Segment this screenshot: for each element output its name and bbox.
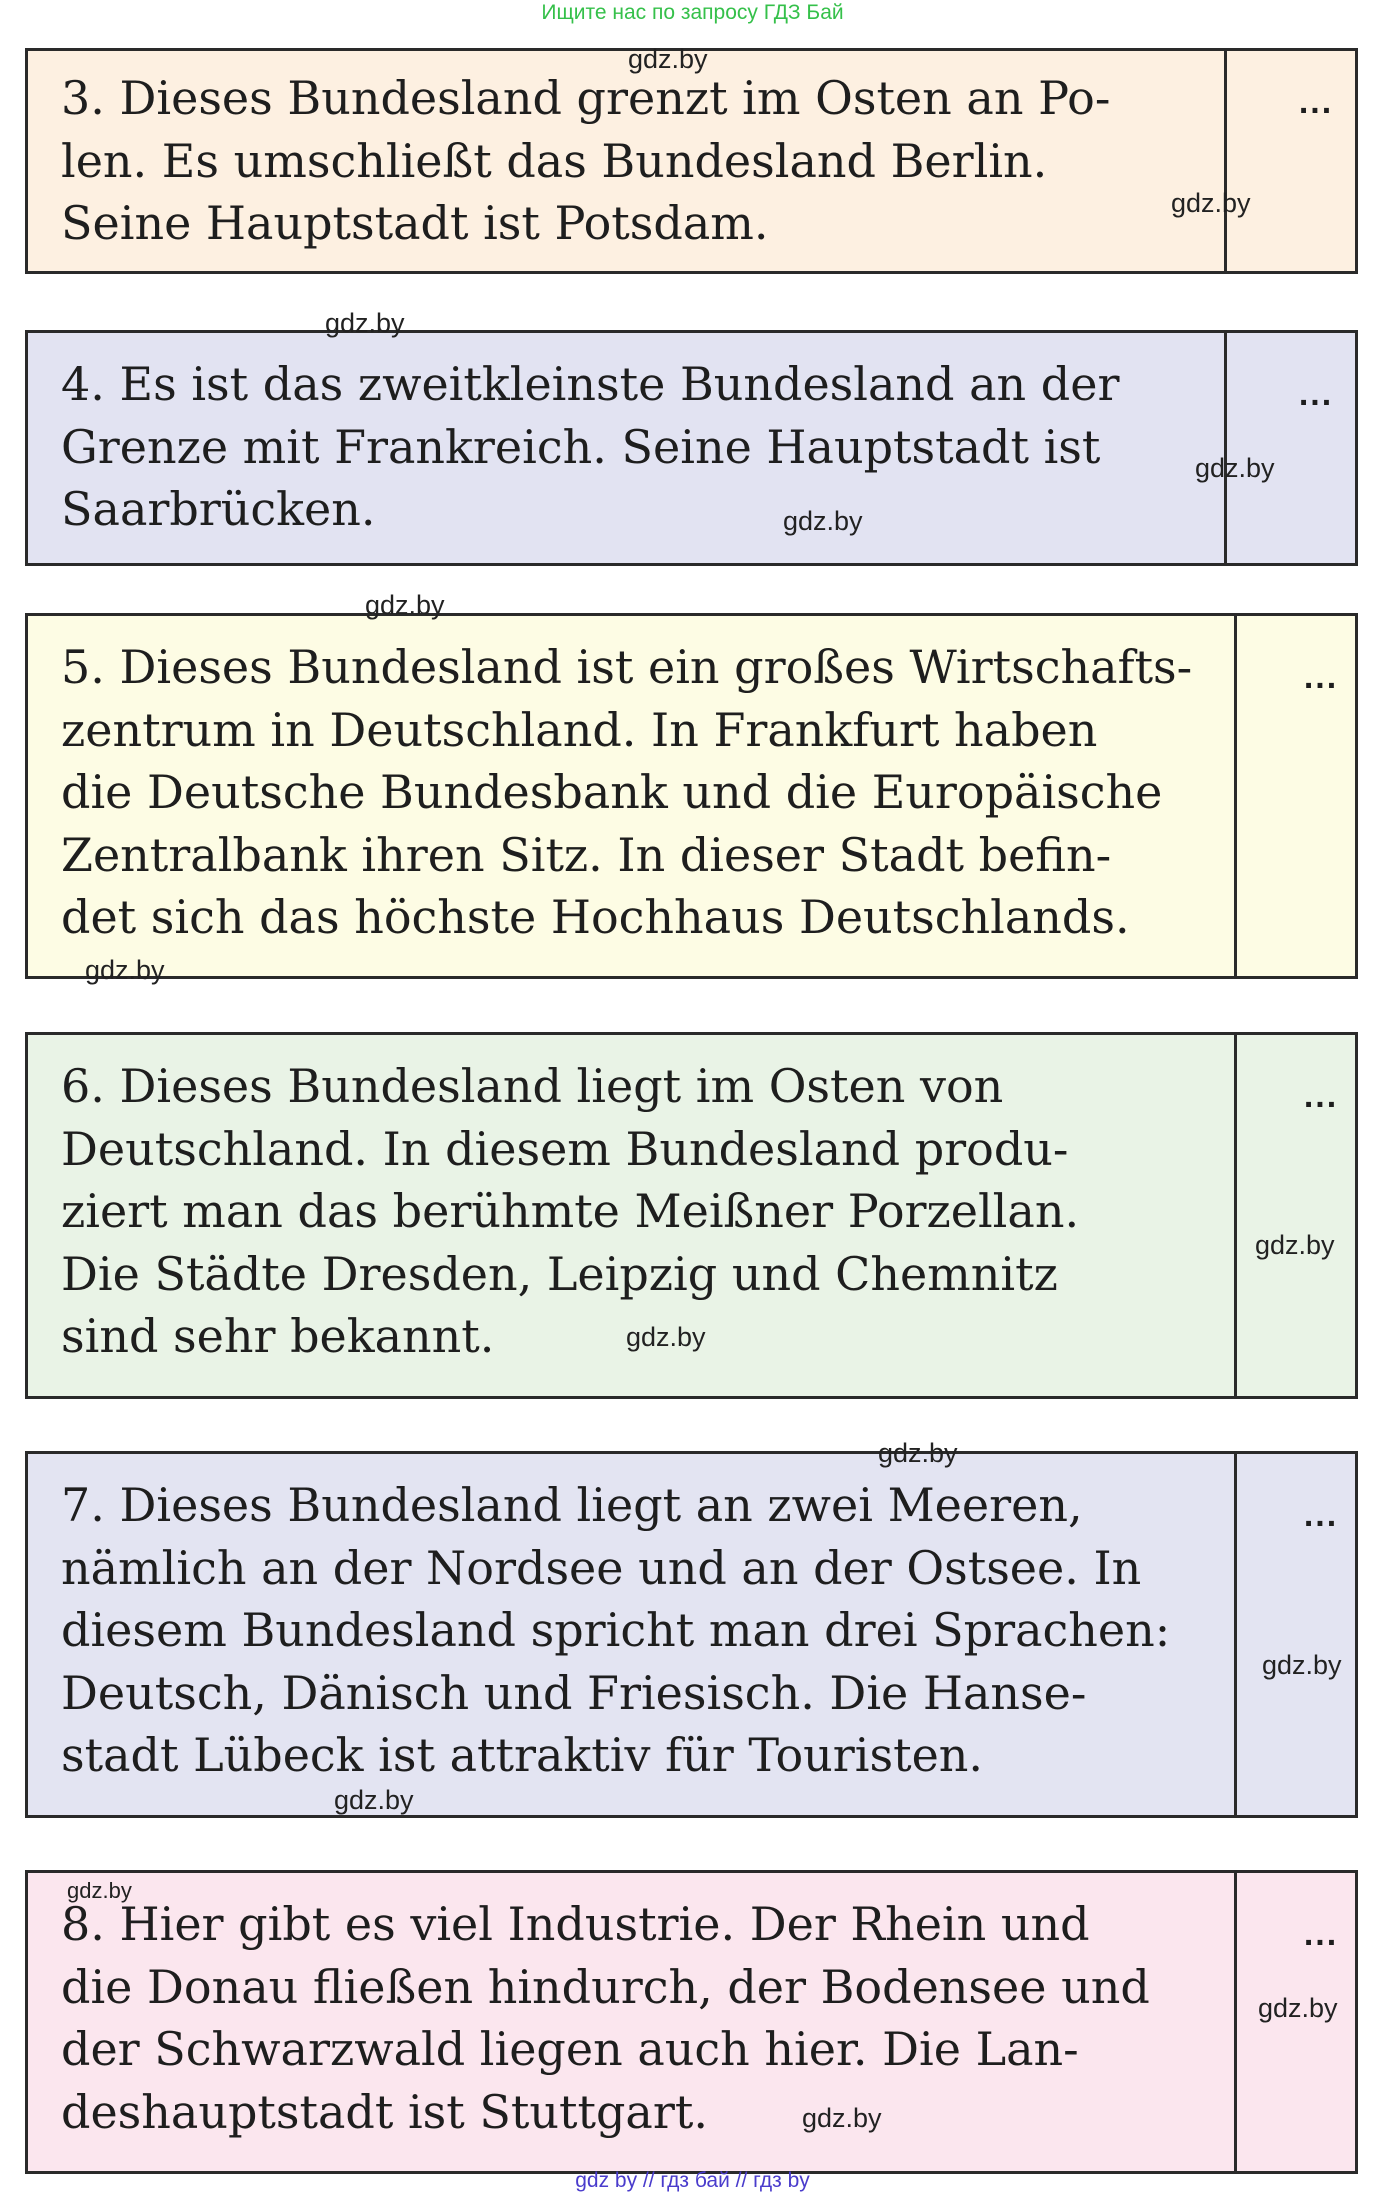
top-banner[interactable]: Ищите нас по запросу ГДЗ Бай [541, 1, 844, 24]
watermark: gdz.by [1195, 453, 1275, 483]
watermark: gdz.by [628, 44, 708, 74]
watermark: gdz.by [1258, 1993, 1338, 2023]
card-text [61, 1893, 1233, 2143]
text-line: zentrum in Deutschland. In Frankfurt haben [61, 702, 1098, 757]
card-text [61, 1055, 1233, 1368]
watermark: gdz.by [67, 1878, 132, 1903]
watermark: gdz.by [325, 308, 405, 338]
text-line: stadt Lübeck ist attraktiv für Touristen. [61, 1728, 984, 1782]
text-line: diesem Bundesland spricht man drei Sprachen: [61, 1603, 1171, 1657]
text-line: 3. Dieses Bundesland grenzt im Osten an Po- [61, 71, 1111, 125]
text-line: die Deutsche Bundesbank und die Europäische [61, 765, 1163, 819]
column-divider [1234, 616, 1237, 976]
watermark: gdz.by [1255, 1230, 1335, 1260]
text-line: det sich das höchste Hochhaus Deutschlands. [61, 890, 1130, 944]
footer[interactable]: gdz by // гдз бай // гдз by [575, 2169, 810, 2192]
column-divider [1234, 1873, 1237, 2171]
card-text [61, 353, 1223, 541]
text-line: Saarbrücken. [61, 482, 376, 536]
text-line: 4. Es ist das zweitkleinste Bundesland an der [61, 357, 1120, 411]
text-line: 6. Dieses Bundesland liegt im Osten von [61, 1059, 1004, 1113]
text-line: 8. Hier gibt es viel Industrie. Der Rhein und [61, 1897, 1090, 1951]
card-text [61, 1474, 1233, 1787]
card-7 [25, 1451, 1358, 1818]
answer-placeholder[interactable]: ... [1298, 375, 1334, 413]
watermark: gdz.by [802, 2103, 882, 2133]
text-line: nämlich an der Nordsee und an der Ostsee. In [61, 1540, 1142, 1595]
watermark: gdz.by [85, 955, 165, 985]
text-line: Deutsch, Dänisch und Friesisch. Die Hanse- [61, 1665, 1087, 1720]
text-line: len. Es umschließt das Bundesland Berlin. [61, 133, 1048, 188]
text-line: die Donau fließen hindurch, der Bodensee und [61, 1959, 1150, 2014]
text-line: Die Städte Dresden, Leipzig und Chemnitz [61, 1246, 1058, 1301]
text-line: der Schwarzwald liegen auch hier. Die Lan- [61, 2022, 1079, 2076]
watermark: gdz.by [1262, 1650, 1342, 1680]
answer-placeholder[interactable]: ... [1303, 1915, 1339, 1953]
answer-placeholder[interactable]: ... [1303, 1496, 1339, 1534]
text-line: sind sehr bekannt. [61, 1309, 495, 1363]
answer-placeholder[interactable]: ... [1303, 658, 1339, 696]
card-text [61, 636, 1233, 949]
watermark: gdz.by [334, 1785, 414, 1815]
card-5 [25, 613, 1358, 979]
text-line: ziert man das berühmte Meißner Porzellan. [61, 1184, 1080, 1238]
text-line: 5. Dieses Bundesland ist ein großes Wirtschafts- [61, 640, 1193, 694]
column-divider [1234, 1035, 1237, 1396]
column-divider [1224, 51, 1227, 271]
card-8 [25, 1870, 1358, 2174]
card-3 [25, 48, 1358, 274]
card-text [61, 67, 1223, 255]
text-line: Grenze mit Frankreich. Seine Hauptstadt ist [61, 419, 1101, 474]
text-line: Zentralbank ihren Sitz. In dieser Stadt befin- [61, 827, 1112, 882]
column-divider [1234, 1454, 1237, 1815]
answer-placeholder[interactable]: ... [1303, 1077, 1339, 1115]
watermark: gdz.by [365, 590, 445, 620]
watermark: gdz.by [783, 506, 863, 536]
text-line: 7. Dieses Bundesland liegt an zwei Meeren, [61, 1478, 1083, 1532]
card-4 [25, 330, 1358, 566]
column-divider [1224, 333, 1227, 563]
text-line: Seine Hauptstadt ist Potsdam. [61, 196, 769, 250]
watermark: gdz.by [1171, 188, 1251, 218]
watermark: gdz.by [878, 1438, 958, 1468]
answer-placeholder[interactable]: ... [1298, 83, 1334, 121]
text-line: deshauptstadt ist Stuttgart. [61, 2084, 708, 2139]
text-line: Deutschland. In diesem Bundesland produ- [61, 1121, 1069, 1176]
watermark: gdz.by [626, 1322, 706, 1352]
